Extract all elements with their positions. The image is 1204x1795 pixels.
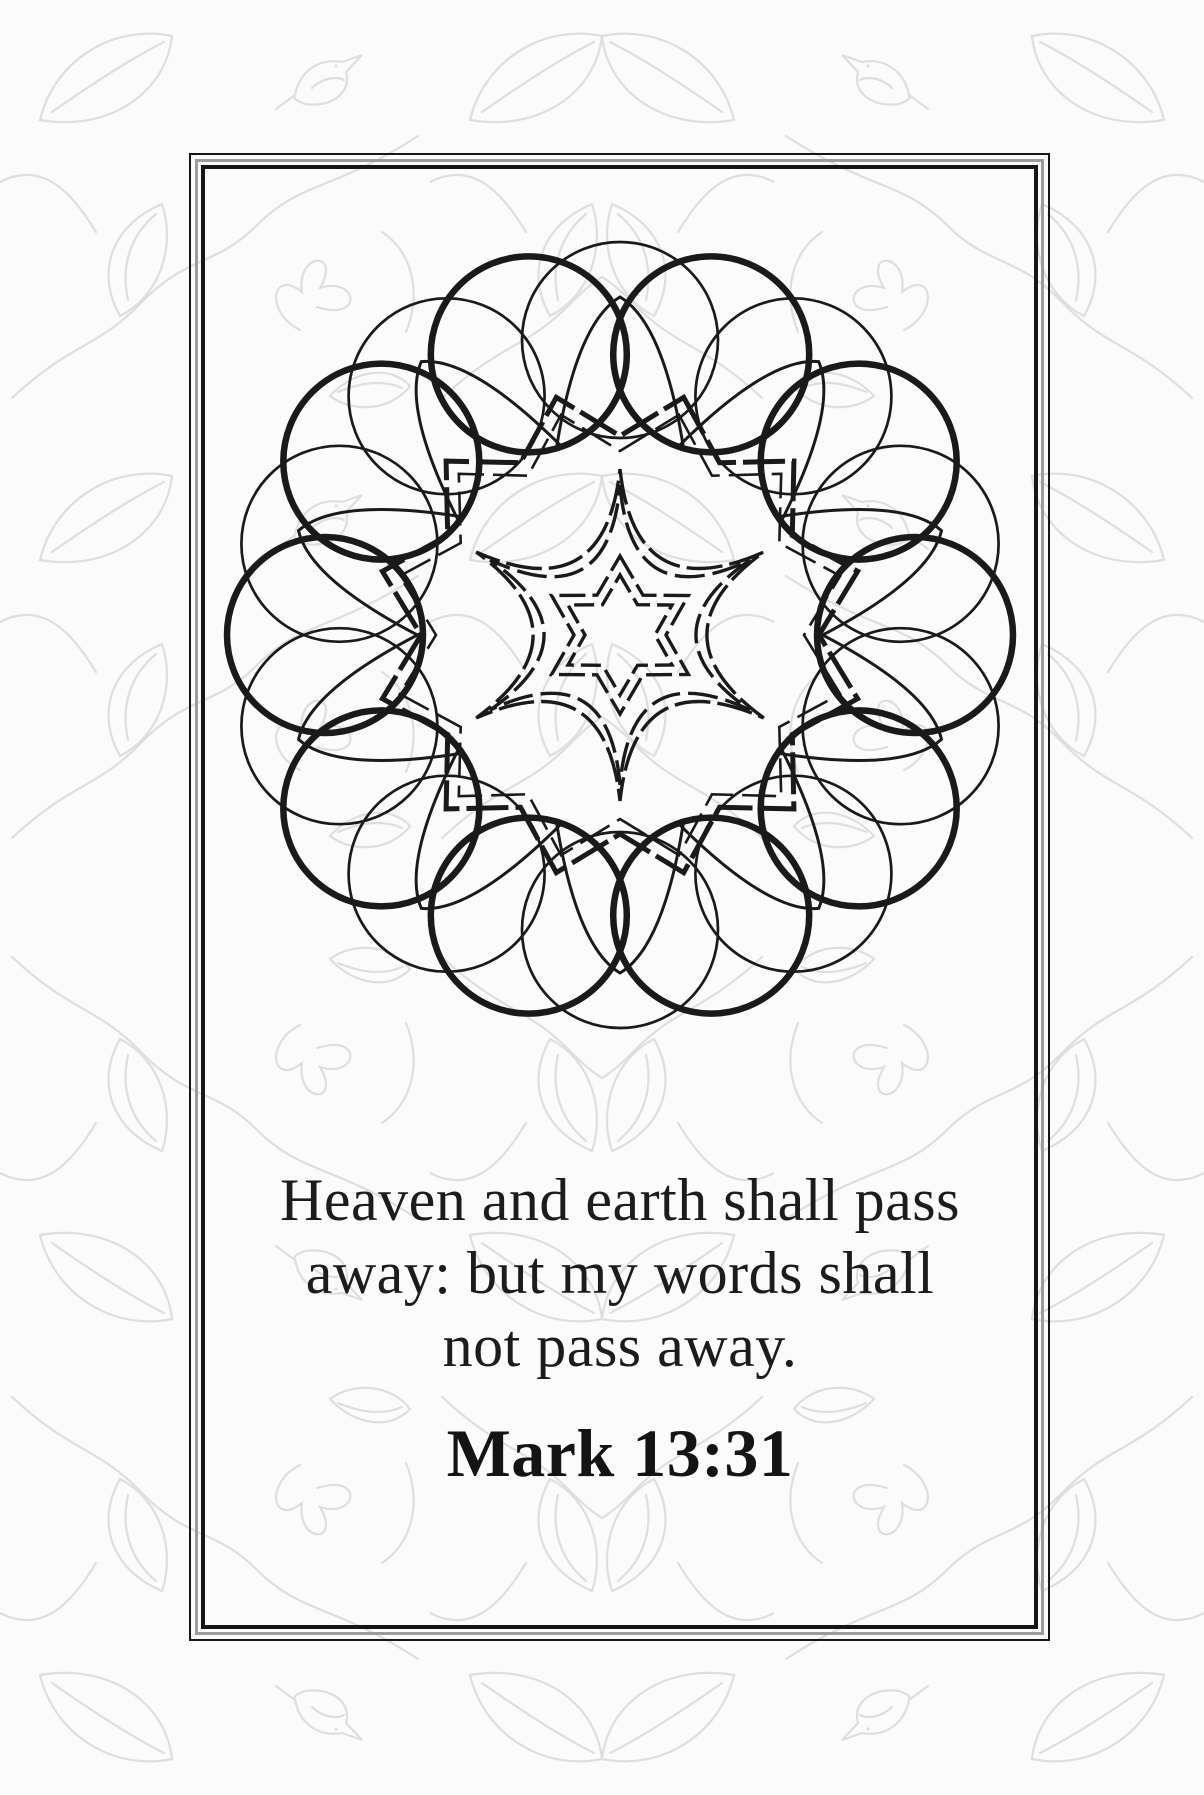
verse-text (230, 1164, 1010, 1383)
verse-line-2: away: but my words shall (305, 1240, 935, 1306)
verse-line-1: Heaven and earth shall pass (280, 1167, 960, 1233)
verse-reference: Mark 13:31 (446, 1415, 794, 1491)
mandala-line-art (205, 220, 1035, 1050)
verse-line-3: not pass away. (442, 1313, 798, 1379)
